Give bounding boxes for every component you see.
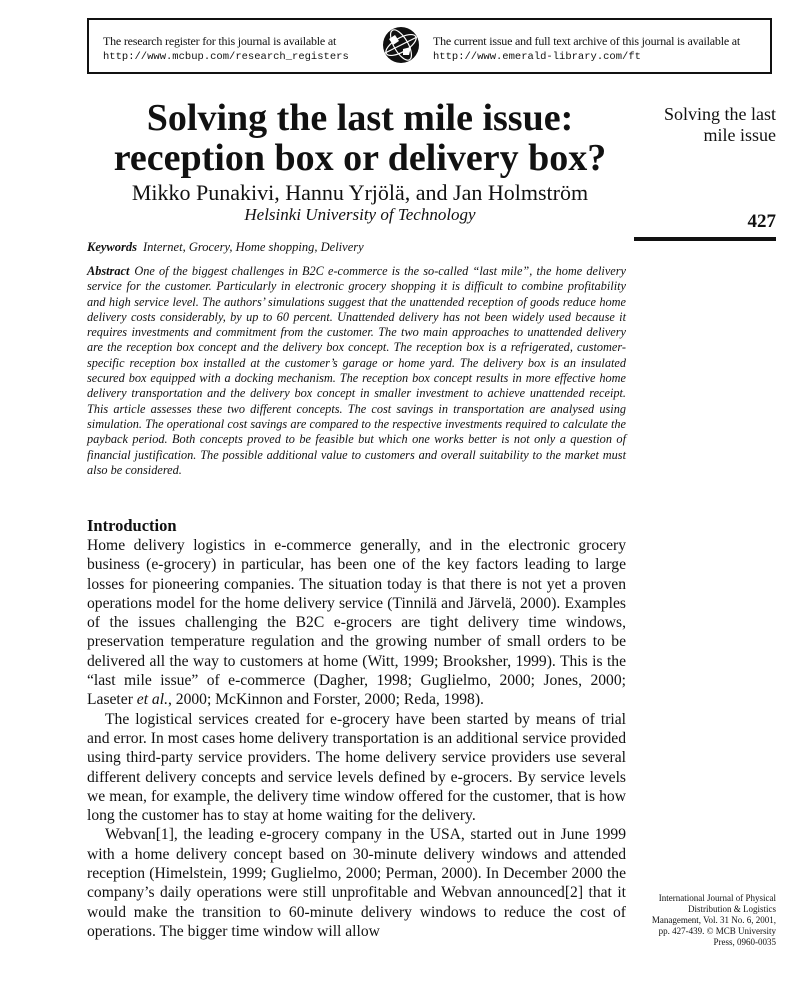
article-title-line-2: reception box or delivery box? [113,137,607,179]
citation-line-2: Distribution & Logistics [687,904,776,914]
author-affiliation: Helsinki University of Technology [244,205,476,224]
research-register-link[interactable]: http://www.mcbup.com/research_registers [103,51,349,63]
running-title-line-2: mile issue [703,125,776,145]
citation-line-3: Management, Vol. 31 No. 6, 2001, [651,915,776,925]
journal-citation [640,893,776,948]
keywords-text: Internet, Grocery, Home shopping, Delivery [143,240,364,254]
full-text-archive-text: The current issue and full text archive of this journal is available at [433,34,741,48]
et-al-citation: et al. [136,691,168,709]
keywords-label: Keywords [87,240,137,254]
paragraph-1-text-a: Home delivery logistics in e-commerce generally, and in the electronic grocery business (e-grocery) in particular, has been one of the key factors leading to large losses for pioneering companies. The situation today is that there is not yet a proven operations model for the home delivery service (Tinnilä and Järvelä, 2000). Examples of the issues challenging the B2C e-grocers are tight delivery time windows, preservation temperature regulation and the growing number of small orders to be delivered all the way to customers at home (Witt, 1999; Brooksher, 1999). This is the “last mile issue” of e-commerce (Dagher, 1998; Guglielmo, 2000; Jones, 2000; Laseter [87,537,626,709]
globe-logo-icon [381,25,421,65]
research-register-text: The research register for this journal is available at [103,34,337,48]
keywords [87,239,627,255]
citation-line-1: International Journal of Physical [658,893,776,903]
journal-header-box [87,18,772,74]
introduction-heading: Introduction [87,516,177,535]
research-register-notice [103,34,373,66]
article-title [80,98,640,178]
running-title-line-1: Solving the last [664,104,776,124]
paragraph-1-text-b: , 2000; McKinnon and Forster, 2000; Reda, 1998). [167,691,484,709]
abstract [87,264,626,478]
article-authors: Mikko Punakivi, Hannu Yrjölä, and Jan Holmström [131,180,589,205]
sidebar-divider [634,237,776,241]
abstract-text: One of the biggest challenges in B2C e-commerce is the so-called “last mile”, the home delivery service for the customer. Particularly in electronic grocery shopping it is difficult to combine profitability and high service level. The authors’ simulations suggest that the unattended reception of goods reduce home delivery costs considerably, by up to 60 percent. Unattended delivery has not been widely used because it requires investments and commitment from the customer. The two main approaches to unattended delivery are the reception box concept and the delivery box concept. The reception box is a refrigerated, customer-specific reception box installed at the customer’s garage or home yard. The delivery box is an insulated secured box equipped with a docking mechanism. The reception box concept results in more effective home delivery transportation and the delivery box concept in smaller investment to achieve unattended receipt. This article assesses these two different concepts. The cost savings in transportation are analysed using simulation. The operational cost savings are compared to the respective investments required to calculate the payback period. Both concepts proved to be feasible but which one works better is not only a question of financial justification. The possible additional value to customers and overall suitability to the market must also be considered. [87,264,626,477]
running-title [632,104,776,146]
introduction-paragraph-2: The logistical services created for e-grocery have been started by means of trial and error. In most cases home delivery transportation is an additional service provided using third-party service providers. The home delivery service providers use several different delivery concepts and service levels defined by e-grocers. By service levels we mean, for example, the delivery time window offered for the customer, that is how long the customer has to stay at home waiting for the delivery. [87,710,626,825]
article-title-line-1: Solving the last mile issue: [146,97,574,139]
page-number: 427 [747,211,776,232]
citation-line-4: pp. 427-439. © MCB University [658,926,776,936]
introduction-body [87,536,626,941]
introduction-paragraph-3: Webvan[1], the leading e-grocery company in the USA, started out in June 1999 with a home delivery concept based on 30-minute delivery windows and attended reception (Himelstein, 1999; Guglielmo, 2000; Perman, 2000). In December 2000 the company’s daily operations were still unprofitable and Webvan announced[2] that it would make the transition to 60-minute delivery windows to reduce the cost of operations. The bigger time window will allow [87,826,626,940]
full-text-archive-notice [433,34,773,66]
introduction-paragraph-1 [87,536,626,710]
abstract-label: Abstract [87,264,130,278]
full-text-archive-link[interactable]: http://www.emerald-library.com/ft [433,51,641,63]
citation-line-5: Press, 0960-0035 [713,937,776,947]
